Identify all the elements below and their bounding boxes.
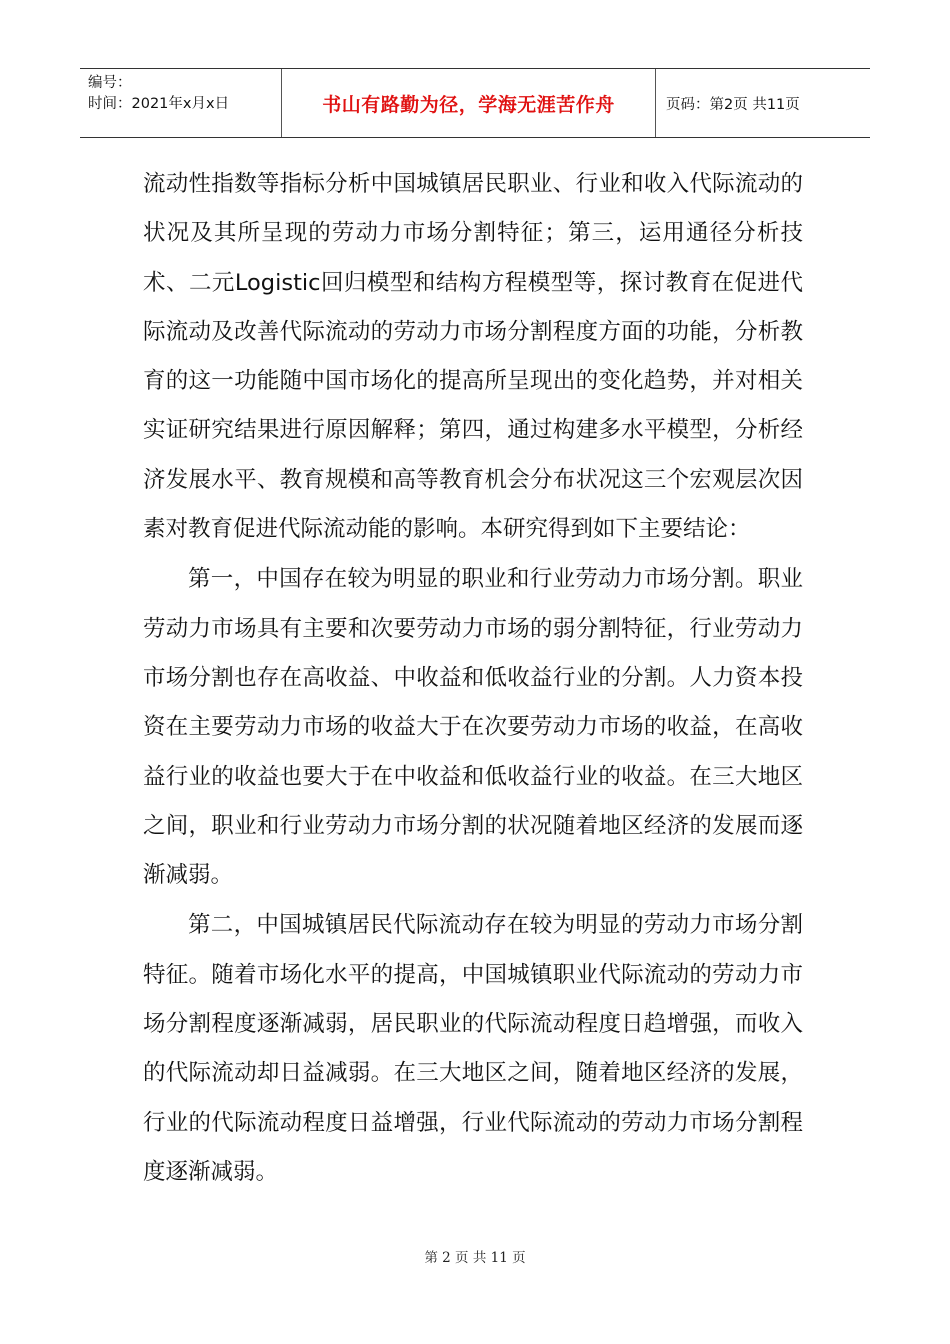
paragraph-1: 流动性指数等指标分析中国城镇居民职业、行业和收入代际流动的状况及其所呈现的劳动力市场分割特征；第三，运用通径分析技术、二元Logistic回归模型和结构方程模型等，探讨教育在促进代际流动及改善代际流动的劳动力市场分割程度方面的功能，分析教育的这一功能随中国市场化的提高所呈现出的变化趋势，并对相关实证研究结果进行原因解释；第四，通过构建多水平模型，分析经济发展水平、教育规模和高等教育机会分布状况这三个宏观层次因素对教育促进代际流动能的影响。本研究得到如下主要结论：: [143, 171, 803, 543]
page-footer: 第 2 页 共 11 页: [424, 1250, 526, 1266]
paragraph-3: 第二，中国城镇居民代际流动存在较为明显的劳动力市场分割特征。随着市场化水平的提高，中国城镇职业代际流动的劳动力市场分割程度逐渐减弱，居民职业的代际流动程度日趋增强，而收入的代际流动却日益减弱。在三大地区之间，随着地区经济的发展，行业的代际流动程度日益增强，行业代际流动的劳动力市场分割程度逐渐减弱。: [143, 912, 803, 1185]
header-page-info: 页码：第2页 共11页: [666, 96, 800, 113]
number-label: 编号：: [88, 75, 132, 91]
page-header: [80, 68, 870, 138]
document-body: [143, 160, 803, 1197]
header-meta-cell: [80, 69, 282, 137]
paragraph-2: 第一，中国存在较为明显的职业和行业劳动力市场分割。职业劳动力市场具有主要和次要劳动力市场的弱分割特征，行业劳动力市场分割也存在高收益、中收益和低收益行业的分割。人力资本投资在主要劳动力市场的收益大于在次要劳动力市场的收益，在高收益行业的收益也要大于在中收益和低收益行业的收益。在三大地区之间，职业和行业劳动力市场分割的状况随着地区经济的发展而逐渐减弱。: [143, 566, 803, 889]
header-motto: 书山有路勤为径，学海无涯苦作舟: [282, 69, 656, 137]
time-label: 时间：2021年x月x日: [88, 96, 230, 112]
